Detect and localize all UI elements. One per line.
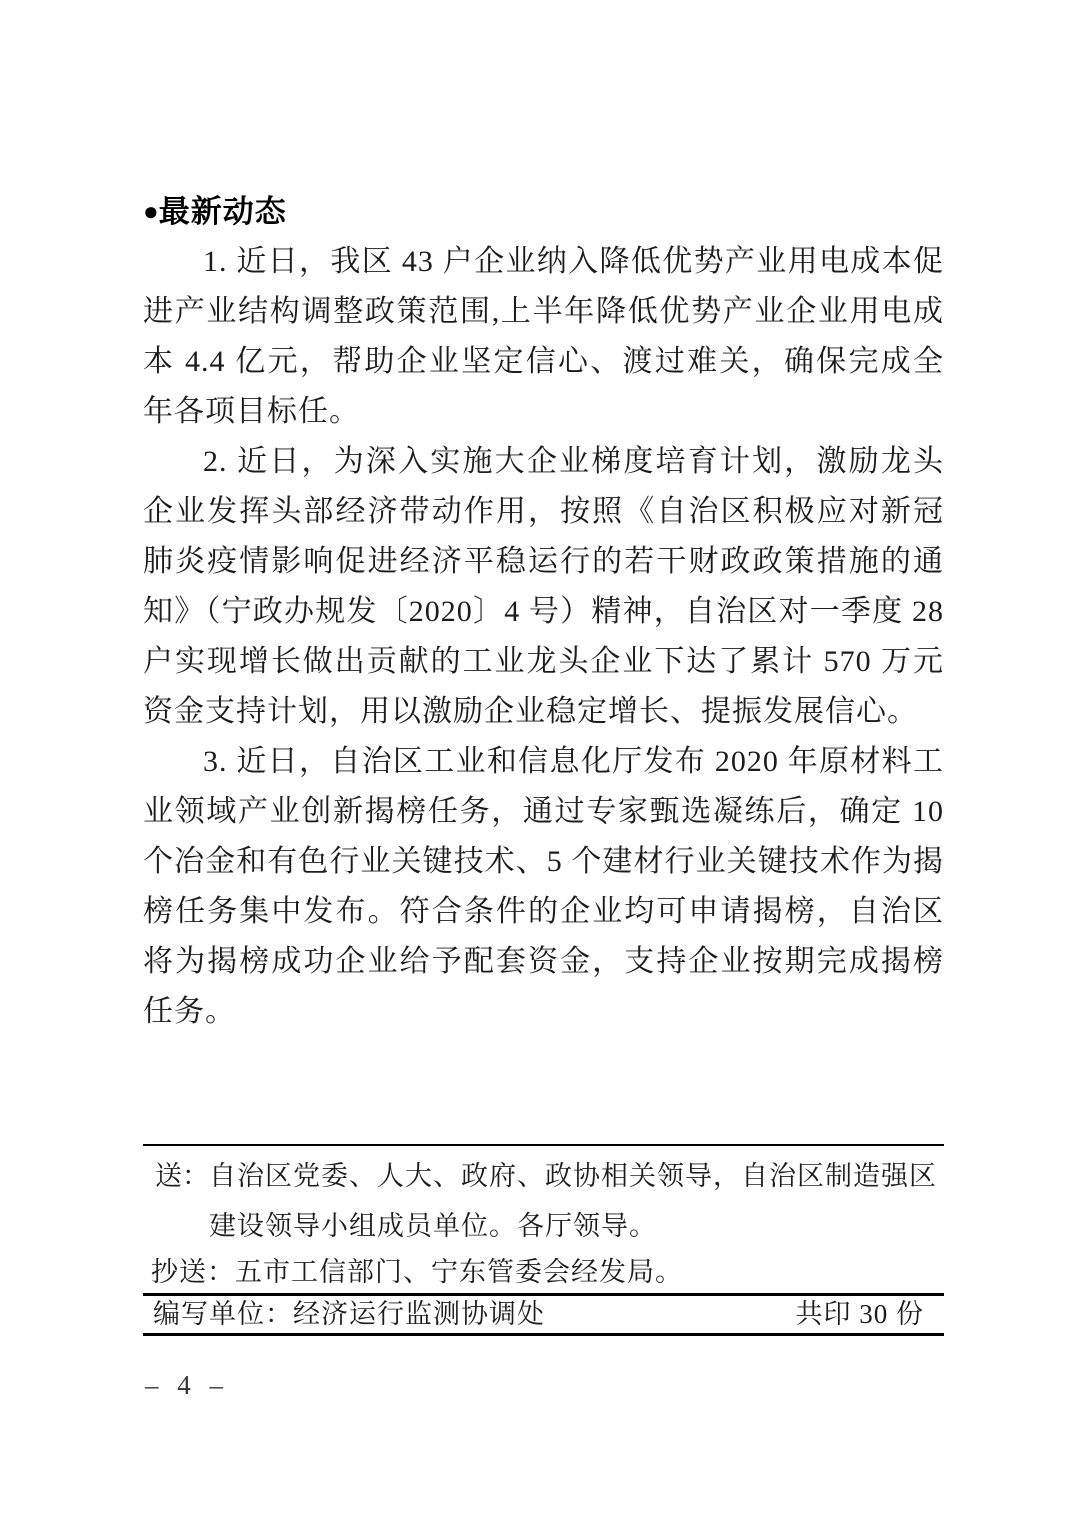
divider-top bbox=[143, 1144, 944, 1146]
copies-count: 共印 30 份 bbox=[795, 1299, 924, 1329]
news-paragraph-3: 3. 近日，自治区工业和信息化厅发布 2020 年原材料工业领域产业创新揭榜任务，通过专家甄选凝练后，确定 10 个冶金和有色行业关键技术、5 个建材行业关键技术作为揭榜任务集中发布。符合条件的企业均可申请揭榜，自治区将为揭榜成功企业给予配套资金，支持企业按期完成揭榜任务。 bbox=[143, 745, 944, 1028]
divider-bottom bbox=[143, 1333, 944, 1336]
section-heading-text: 最新动态 bbox=[158, 194, 287, 229]
send-text: 自治区党委、人大、政府、政协相关领导，自治区制造强区建设领导小组成员单位。各厅领导。 bbox=[209, 1161, 937, 1241]
cc-text: 五市工信部门、宁东管委会经发局。 bbox=[235, 1257, 683, 1287]
cc-label: 抄送： bbox=[151, 1257, 235, 1287]
send-row bbox=[143, 1151, 944, 1251]
document-body bbox=[143, 186, 944, 1037]
bullet-icon: ● bbox=[143, 196, 159, 226]
page-number: – 4 – bbox=[145, 1370, 229, 1400]
news-paragraph-1: 1. 近日，我区 43 户企业纳入降低优势产业用电成本促进产业结构调整政策范围,上半年降低优势产业企业用电成本 4.4 亿元，帮助企业坚定信心、渡过难关，确保完成全年各项目标任。 bbox=[143, 245, 944, 428]
distribution-footer bbox=[143, 1144, 944, 1336]
send-label: 送： bbox=[155, 1161, 209, 1191]
issuing-unit bbox=[153, 1296, 545, 1333]
cc-row bbox=[143, 1251, 944, 1293]
unit-text: 经济运行监测协调处 bbox=[293, 1299, 545, 1329]
issuing-unit-row bbox=[143, 1296, 944, 1333]
unit-label: 编写单位： bbox=[153, 1299, 293, 1329]
news-paragraph-2: 2. 近日，为深入实施大企业梯度培育计划，激励龙头企业发挥头部经济带动作用，按照《自治区积极应对新冠肺炎疫情影响促进经济平稳运行的若干财政政策措施的通知》（宁政办规发〔2020〕4 号）精神，自治区对一季度 28 户实现增长做出贡献的工业龙头企业下达了累计 570 万元资金支持计划，用以激励企业稳定增长、提振发展信心。 bbox=[143, 445, 944, 728]
section-heading bbox=[143, 186, 944, 237]
